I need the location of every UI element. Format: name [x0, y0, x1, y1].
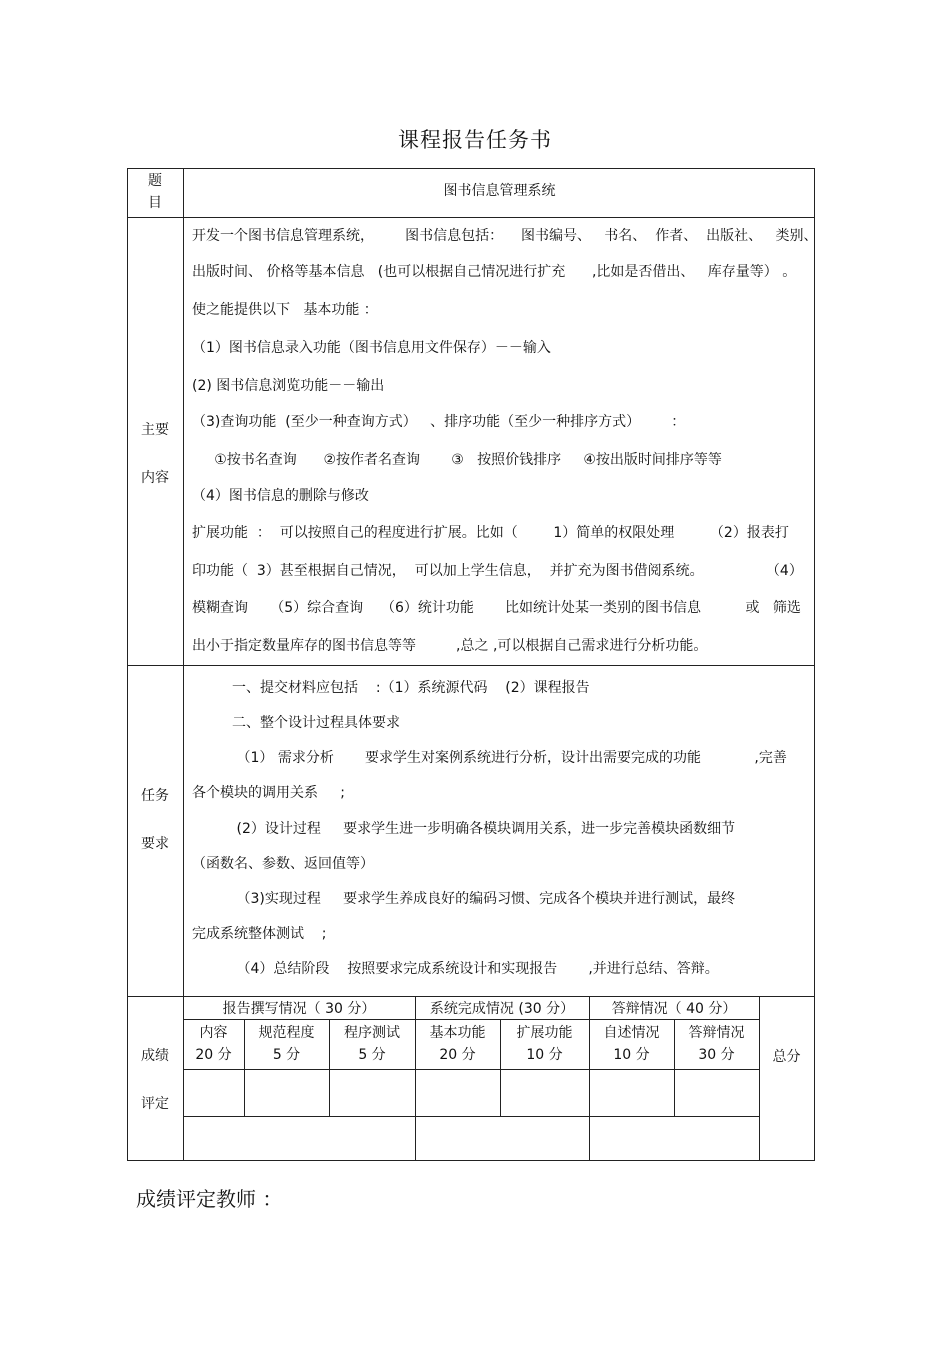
- grading-divider: [183, 1116, 759, 1117]
- grading-item: [674, 1022, 759, 1066]
- task-requirement-line: 一、提交材料应包括 :（1）系统源代码 (2）课程报告: [192, 680, 590, 696]
- grading-item-name: 扩展功能: [516, 1025, 573, 1041]
- table-border-top: [127, 168, 815, 169]
- topic-value: 图书信息管理系统: [443, 183, 556, 199]
- main-content-line: （4）图书信息的删除与修改: [192, 488, 369, 504]
- main-content-line: 开发一个图书信息管理系统， 图书信息包括： 图书编号、 书名、 作者、 出版社、 类别、: [192, 228, 818, 244]
- grading-group-report: 报告撰写情况（ 30 分）: [222, 1001, 376, 1017]
- task-requirement-line: 完成系统整体测试 ;: [192, 926, 327, 942]
- main-content-line: （1）图书信息录入功能（图书信息用文件保存）－－输入: [192, 340, 551, 356]
- task-requirements-label-line: 任务: [141, 788, 169, 804]
- grading-label-line: 成绩: [141, 1048, 169, 1064]
- table-border-bottom: [127, 1160, 815, 1161]
- main-content-label-line: 内容: [141, 470, 169, 486]
- main-content-line: 印功能（ 3）甚至根据自己情况， 可以加上学生信息， 并扩充为图书借阅系统。 （4）: [192, 563, 803, 579]
- grading-label-line: 评定: [141, 1096, 169, 1112]
- topic-label-line: 目: [148, 195, 162, 211]
- grading-divider: [183, 1069, 759, 1070]
- grading-item: [329, 1022, 415, 1066]
- grading-item-points: 5 分: [358, 1047, 386, 1063]
- grading-divider: [759, 996, 760, 1161]
- page-title: 课程报告任务书: [398, 128, 552, 152]
- grading-item: [183, 1022, 244, 1066]
- main-content-line: (2) 图书信息浏览功能－－输出: [192, 378, 385, 394]
- task-requirements-label: [127, 772, 183, 868]
- grading-item: [415, 1022, 500, 1066]
- main-content-line: （3)查询功能 (至少一种查询方式） 、排序功能（至少一种排序方式） ：: [192, 414, 686, 430]
- task-table: [127, 168, 818, 1161]
- topic-label-line: 题: [148, 173, 162, 189]
- grading-item-points: 10 分: [526, 1047, 563, 1063]
- grading-item-points: 10 分: [613, 1047, 650, 1063]
- grading-item-name: 基本功能: [429, 1025, 486, 1041]
- grading-item-points: 20 分: [439, 1047, 476, 1063]
- grading-teacher-label: 成绩评定教师 ：: [136, 1187, 283, 1211]
- grading-divider: [415, 996, 416, 1161]
- main-content-label: [127, 406, 183, 502]
- total-score-label: 总分: [772, 1049, 801, 1065]
- topic-label: [127, 170, 183, 214]
- grading-item-name: 答辩情况: [688, 1025, 745, 1041]
- main-content-line: 出小于指定数量库存的图书信息等等 ,总之 ,可以根据自己需求进行分析功能。: [192, 638, 708, 654]
- grading-item-points: 30 分: [698, 1047, 735, 1063]
- main-content-line: ①按书名查询 ②按作者名查询 ③ 按照价钱排序 ④按出版时间排序等等: [192, 452, 722, 468]
- grading-item-name: 规范程度: [258, 1025, 315, 1041]
- main-content-label-line: 主要: [141, 422, 169, 438]
- task-requirements-label-line: 要求: [141, 836, 169, 852]
- grading-divider: [589, 996, 590, 1161]
- row-divider: [127, 996, 815, 997]
- task-requirement-line: 二、整个设计过程具体要求: [192, 715, 401, 731]
- row-divider: [127, 665, 815, 666]
- grading-group-defense: 答辩情况（ 40 分）: [611, 1001, 737, 1017]
- grading-item: [244, 1022, 329, 1066]
- task-requirement-line: （3)实现过程 要求学生养成良好的编码习惯、完成各个模块并进行测试，最终: [192, 891, 736, 907]
- main-content-line: 扩展功能 ： 可以按照自己的程度进行扩展。比如（ 1）简单的权限处理 （2）报表打: [192, 525, 789, 541]
- grading-item-name: 自述情况: [603, 1025, 660, 1041]
- grading-item: [500, 1022, 589, 1066]
- grading-item-name: 内容: [199, 1025, 228, 1041]
- table-border-right: [814, 168, 815, 1161]
- grading-item: [589, 1022, 674, 1066]
- main-content-line: 出版时间、 价格等基本信息 (也可以根据自己情况进行扩充 ,比如是否借出、 库存量等） 。: [192, 264, 797, 280]
- row-divider: [127, 217, 815, 218]
- task-requirement-line: （4）总结阶段 按照要求完成系统设计和实现报告 ,并进行总结、答辩。: [192, 961, 719, 977]
- task-requirement-line: 各个模块的调用关系 ;: [192, 785, 345, 801]
- main-content-line: 模糊查询 （5）综合查询 （6）统计功能 比如统计处某一类别的图书信息 或 筛选: [192, 600, 801, 616]
- task-requirement-line: （函数名、参数、返回值等）: [192, 856, 374, 872]
- task-requirement-line: (2）设计过程 要求学生进一步明确各模块调用关系，进一步完善模块函数细节: [192, 821, 736, 837]
- main-content-line: 使之能提供以下 基本功能 ：: [192, 302, 378, 318]
- grading-item-points: 20 分: [195, 1047, 232, 1063]
- grading-group-system: 系统完成情况 (30 分）: [429, 1001, 575, 1017]
- grading-label: [127, 1032, 183, 1128]
- grading-item-name: 程序测试: [344, 1025, 400, 1041]
- grading-item-points: 5 分: [272, 1047, 301, 1063]
- table-border-left: [127, 168, 128, 1161]
- task-requirement-line: （1） 需求分析 要求学生对案例系统进行分析，设计出需要完成的功能 ,完善: [192, 750, 787, 766]
